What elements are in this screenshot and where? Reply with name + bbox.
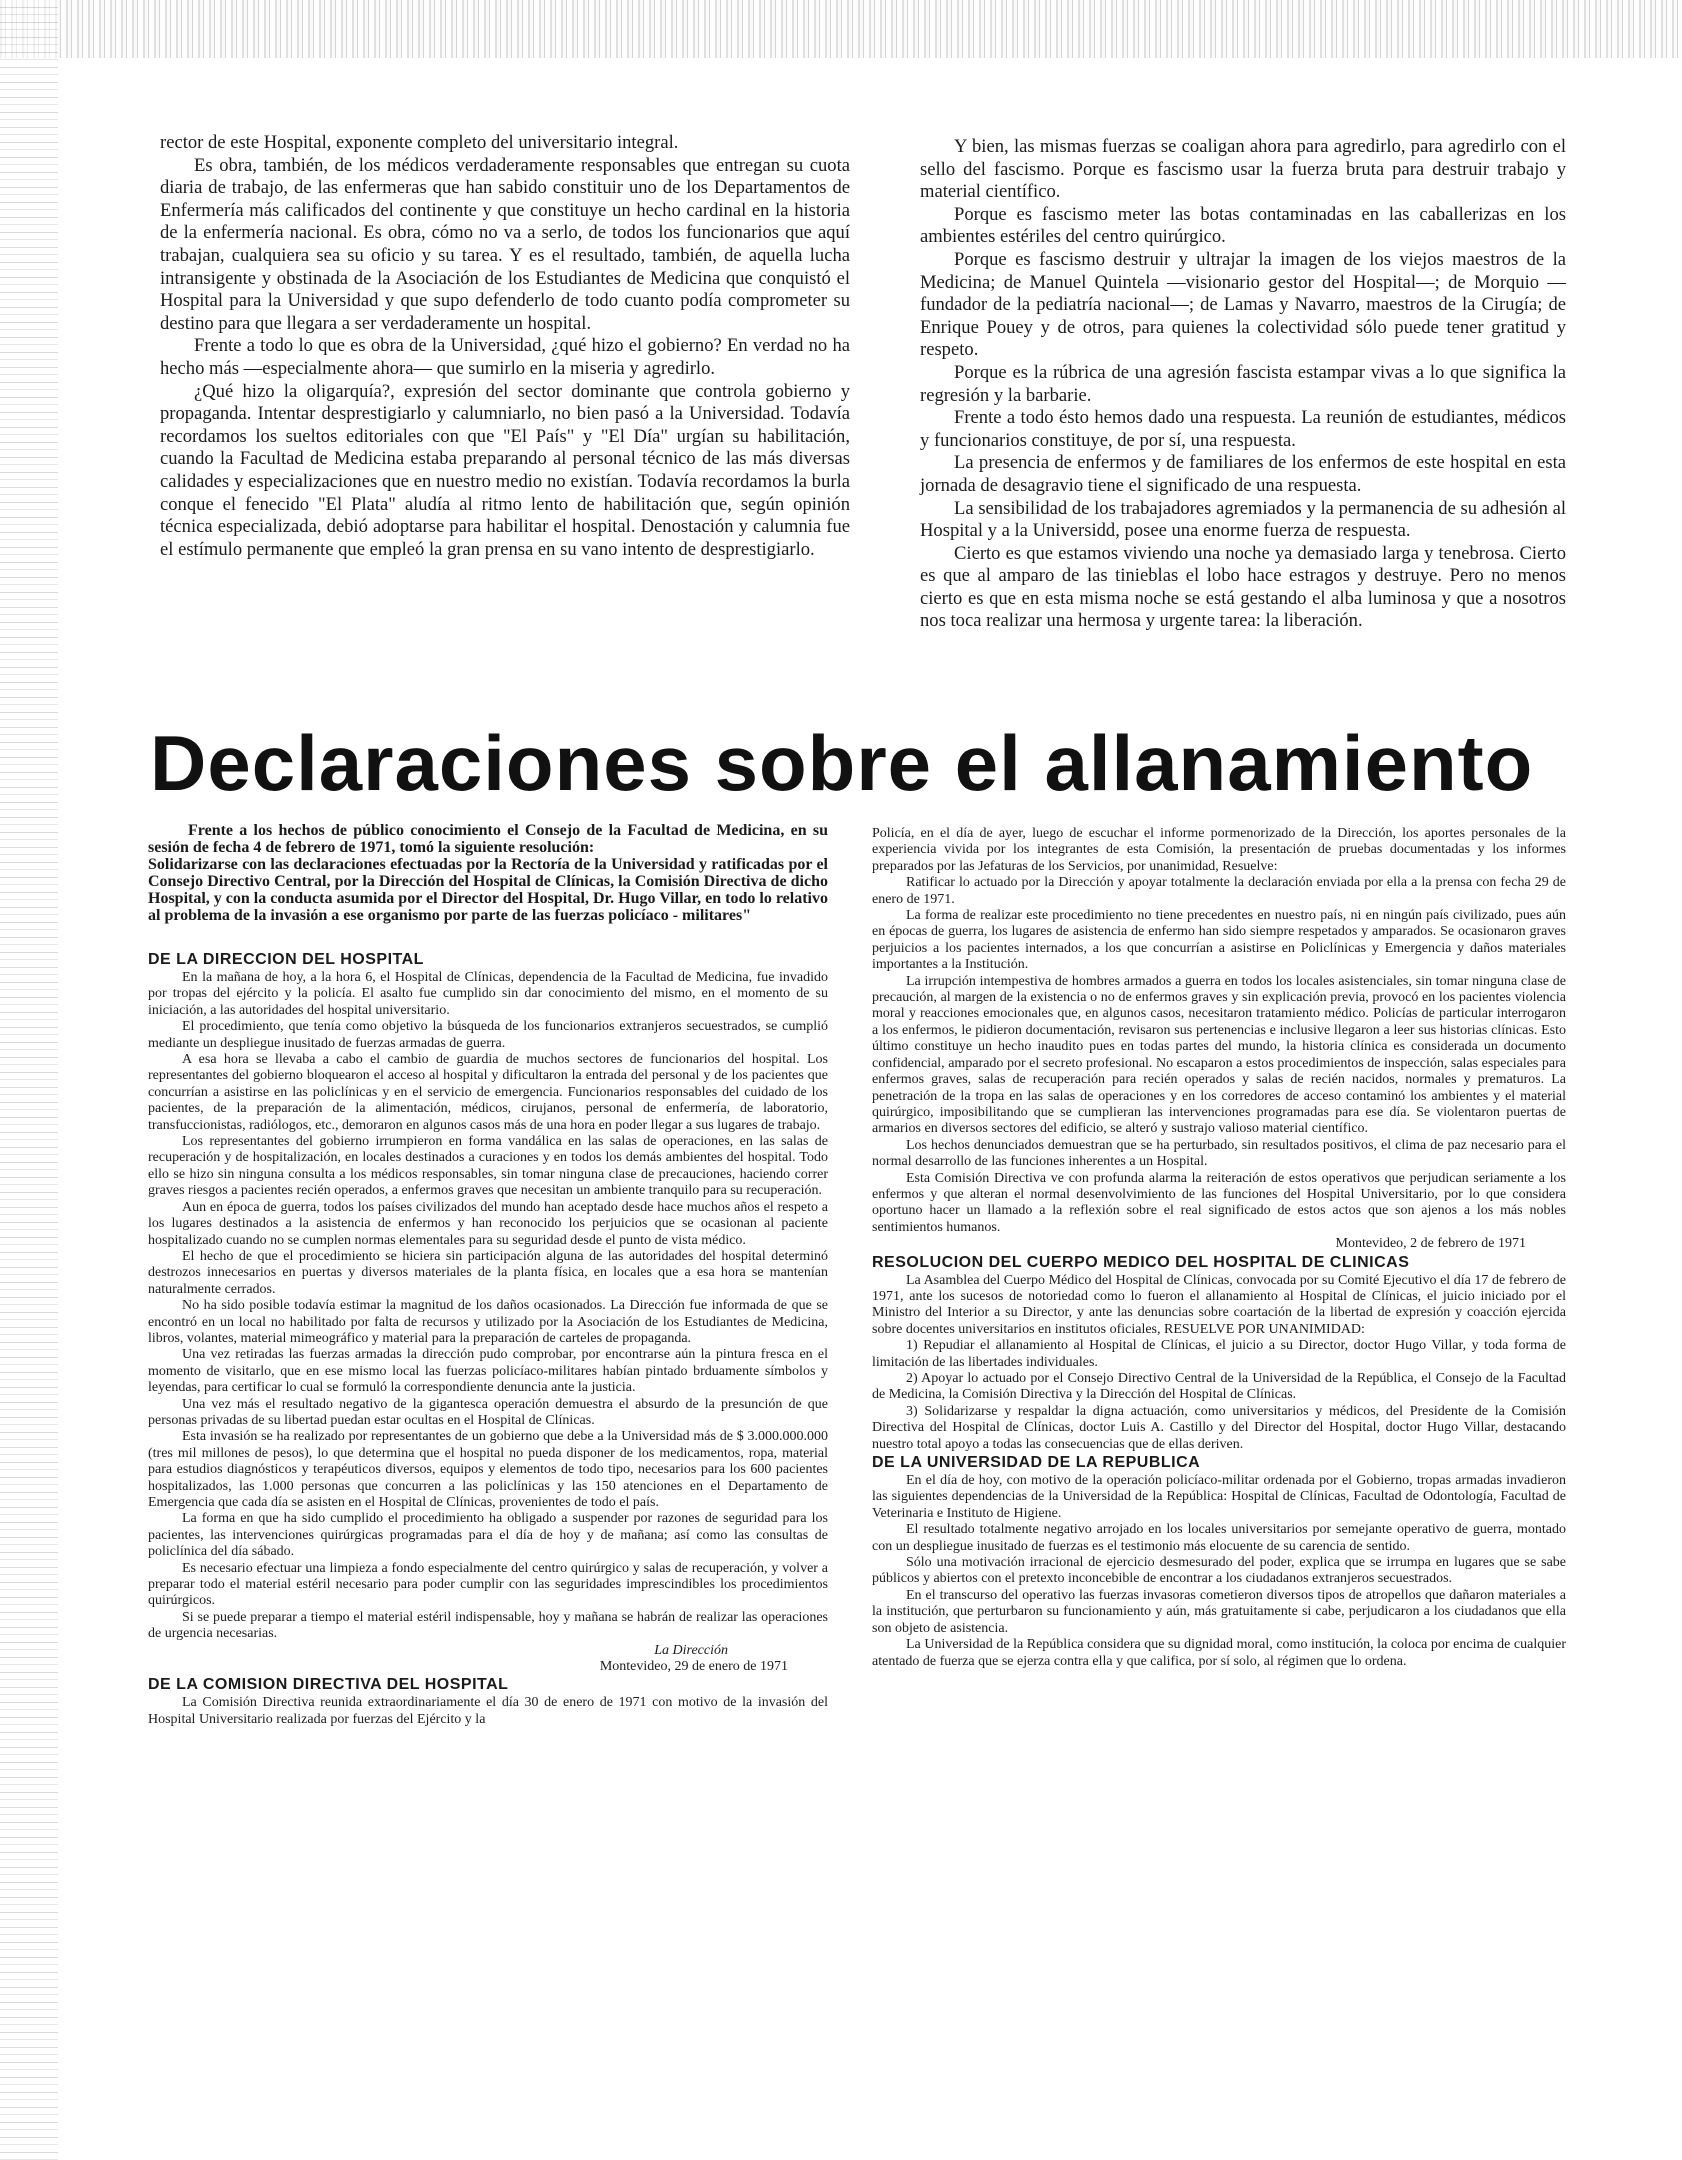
paragraph: Porque es fascismo destruir y ultrajar la imagen de los viejos maestros de la Medicina; de Manuel Quintela —visionario gestor del Hospital—; de Morquio —fundador de la pediatría nacional—; de Lamas y Navarro, maestros de la Cirugía; de Enrique Pouey y de otros, para quienes la colectividad sólo puede tener gratitud y respeto. (920, 248, 1566, 361)
paragraph: En la mañana de hoy, a la hora 6, el Hospital de Clínicas, dependencia de la Facultad de Medicina, fue invadido por tropas del ejército y la policía. El asalto fue cumplido sin dar conocimiento del mismo, en el momento de su iniciación, a las autoridades del hospital universitario. (148, 970, 828, 1018)
paragraph: Es obra, también, de los médicos verdaderamente responsables que entregan su cuota diaria de trabajo, de las enfermeras que han sabido constituir uno de los Departamentos de Enfermería más calificados del continente y que constituye un hecho cardinal en la historia de la enfermería nacional. Es obra, cómo no va a serlo, de todos los funcionarios que aquí trabajan, cualquiera sea su oficio y su tarea. Y es el resultado, también, de aquella lucha intransigente y obstinada de la Asociación de los Estudiantes de Medicina que conquistó el Hospital para la Universidad y que supo defenderlo de todo cuanto podía comprometer su destino para que llegara a ser verdaderamente un hospital. (160, 154, 850, 334)
paragraph: Policía, en el día de ayer, luego de escuchar el informe pormenorizado de la Dirección, los aportes personales de la experiencia vivida por los integrantes de esta Comisión, la presentación de pruebas documentadas y los informes preparados por las Jefaturas de los Servicios, por unanimidad, Resuelve: (872, 826, 1566, 874)
section-title-cuerpo-medico: RESOLUCION DEL CUERPO MEDICO DEL HOSPITAL DE CLINICAS (872, 1253, 1410, 1271)
lead-resolution (148, 822, 828, 924)
scan-noise-top (0, 0, 1682, 58)
paragraph: Y bien, las mismas fuerzas se coaligan ahora para agredirlo, para agredirlo con el sello del fascismo. Porque es fascismo usar la fuerza bruta para destruir trabajo y material científico. (920, 136, 1566, 203)
paragraph: Frente a todo ésto hemos dado una respuesta. La reunión de estudiantes, médicos y funcionarios constituye, de por sí, una respuesta. (920, 407, 1566, 451)
lower-right-column (872, 826, 1566, 1670)
paragraph: La Universidad de la República considera que su dignidad moral, como institución, la coloca por encima de cualquier atentado de fuerza que se ejerza contra ella y que califica, por sí solo, al régimen que lo ordena. (872, 1637, 1566, 1669)
section-title-universidad: DE LA UNIVERSIDAD DE LA REPUBLICA (872, 1454, 1201, 1472)
paragraph: La forma en que ha sido cumplido el procedimiento ha obligado a suspender por razones de seguridad para los pacientes, las intervenciones quirúrgicas programadas para el día de hoy y de mañana; así como las consultas de policlínica del día sábado. (148, 1511, 828, 1560)
headline: Declaraciones sobre el allanamiento (150, 719, 1534, 807)
paragraph: A esa hora se llevaba a cabo el cambio de guardia de muchos sectores de funcionarios del hospital. Los representantes del gobierno bloquearon el acceso al hospital y dificultaron la entrada del personal y de los pacientes que concurrían a asistirse en las policlínicas y en el servicio de emergencia. Funcionarios responsables del cuidado de los pacientes, de la preparación de la alimentación, médicos, cirujanos, personal de enfermería, de laboratorio, transfuccionistas, radiólogos, etc., demoraron en algunos casos más de una hora en poder llegar a sus lugares de trabajo. (148, 1052, 828, 1133)
paragraph: Frente a los hechos de público conocimiento el Consejo de la Facultad de Medicina, en su sesión de fecha 4 de febrero de 1971, tomó la siguiente resolución: (148, 822, 828, 856)
paragraph: Solidarizarse con las declaraciones efectuadas por la Rectoría de la Universidad y ratificadas por el Consejo Directivo Central, por la Dirección del Hospital de Clínicas, la Comisión Directiva de dicho Hospital, y con la conducta asumida por el Director del Hospital, Dr. Hugo Villar, en todo lo relativo al problema de la invasión a ese organismo por parte de las fuerzas policíaco - militares" (148, 856, 828, 924)
paragraph: Es necesario efectuar una limpieza a fondo especialmente del centro quirúrgico y salas de recuperación, y volver a preparar todo el material estéril necesario para poder cumplir con las seguridades imprescindibles los procedimientos quirúrgicos. (148, 1560, 828, 1609)
paragraph: En el transcurso del operativo las fuerzas invasoras cometieron diversos tipos de atropellos que dañaron materiales a la institución, que perturbaron su funcionamiento y aún, más gratuitamente si cabe, perjudicaron a los ciudadanos que ella son objeto de asistencia. (872, 1587, 1566, 1636)
paragraph: La Asamblea del Cuerpo Médico del Hospital de Clínicas, convocada por su Comité Ejecutivo el día 17 de febrero de 1971, ante los sucesos de notoriedad como lo fueron el allanamiento al Hospital de Clínicas, el juicio iniciado por el Ministro del Interior a su Director, y ante las denuncias sobre coartación de la libertad de expresión y coacción ejercida sobre docentes universitarios en institutos oficiales, RESUELVE POR UNANIMIDAD: (872, 1272, 1566, 1337)
paragraph: Porque es la rúbrica de una agresión fascista estampar vivas a lo que significa la regresión y la barbarie. (920, 361, 1566, 406)
paragraph: Cierto es que estamos viviendo una noche ya demasiado larga y tenebrosa. Cierto es que al amparo de las tinieblas el lobo hace estragos y destruye. Pero no menos cierto es que en esta misma noche se está gestando el alba luminosa y que a nosotros nos toca realizar una hermosa y urgente tarea: la liberación. (920, 542, 1566, 632)
paragraph: Frente a todo lo que es obra de la Universidad, ¿qué hizo el gobierno? En verdad no ha hecho más —especialmente ahora— que sumirlo en la miseria y agredirlo. (160, 335, 850, 379)
section-title-direccion: DE LA DIRECCION DEL HOSPITAL (148, 951, 424, 968)
paragraph: Esta invasión se ha realizado por representantes de un gobierno que debe a la Universidad más de $ 3.000.000.000 (tres mil millones de pesos), lo que determina que el hospital no pueda disponer de los medicamentos, ropa, material para estudios diagnósticos y terapéuticos diversos, equipos y elementos de todo tipo, necesarios para los 600 pacientes hospitalizados, las 1.000 personas que concurren a las policlínicas y las 150 atenciones en el Departamento de Emergencia que cada día se asisten en el Hospital de Clínicas, provenientes de todo el país. (148, 1429, 828, 1510)
paragraph: Ratificar lo actuado por la Dirección y apoyar totalmente la declaración enviada por ella a la prensa con fecha 29 de enero de 1971. (872, 875, 1566, 907)
paragraph: En el día de hoy, con motivo de la operación policíaco-militar ordenada por el Gobierno, tropas armadas invadieron las siguientes dependencias de la Universidad de la República: Hospital de Clínicas, Facultad de Odontología, Facultad de Veterinaria e Instituto de Higiene. (872, 1473, 1566, 1521)
paragraph: 2) Apoyar lo actuado por el Consejo Directivo Central de la Universidad de la República, el Consejo de la Facultad de Medicina, la Comisión Directiva y la Dirección del Hospital de Clínicas. (872, 1371, 1566, 1403)
paragraph: La forma de realizar este procedimiento no tiene precedentes en nuestro país, ni en ningún país civilizado, pues aún en épocas de guerra, los lugares de asistencia de enfermo han sido siempre respetados y amparados. Se ocasionaron graves perjuicios a los pacientes internados, a los que concurrían a asistirse en Policlínicas y Emergencia y daños materiales importantes a la Institución. (872, 908, 1566, 973)
paragraph: rector de este Hospital, exponente completo del universitario integral. (160, 132, 679, 153)
paragraph: Los hechos denunciados demuestran que se ha perturbado, sin resultados positivos, el clima de paz necesario para el normal desarrollo de las funciones inherentes a un Hospital. (872, 1137, 1566, 1170)
top-right-column (920, 136, 1566, 633)
paragraph: Si se puede preparar a tiempo el material estéril indispensable, hoy y mañana se habrán de realizar las operaciones de urgencia necesarias. (148, 1609, 828, 1642)
paragraph: El resultado totalmente negativo arrojado en los locales universitarios por semejante operativo de guerra, montado con un despliegue inusitado de fuerzas es el testimonio más elocuente de su carencia de sentido. (872, 1522, 1566, 1554)
paragraph: La Comisión Directiva reunida extraordinariamente el día 30 de enero de 1971 con motivo de la invasión del Hospital Universitario realizada por fuerzas del Ejército y la (148, 1695, 828, 1727)
signature: La Dirección (654, 1642, 728, 1658)
dateline: Montevideo, 29 de enero de 1971 (599, 1659, 788, 1675)
paragraph: ¿Qué hizo la oligarquía?, expresión del sector dominante que controla gobierno y propaganda. Intentar desprestigiarlo y calumniarlo, no bien pasó a la Universidad. Todavía recordamos los sueltos editoriales con que "El País" y "El Día" urgían su habilitación, cuando la Facultad de Medicina estaba preparando al personal técnico de las más diversas calidades y especializaciones que en nuestro medio no existían. Todavía recordamos la burla conque el fenecido "El Plata" aludía al ritmo lento de habilitación que, según opinión técnica especializada, debió adoptarse para habilitar el hospital. Denostación y calumnia fue el estímulo permanente que empleó la gran prensa en su vano intento de desprestigiarlo. (160, 380, 850, 560)
paragraph: Esta Comisión Directiva ve con profunda alarma la reiteración de estos operativos que perjudican seriamente a los enfermos y que alteran el normal desenvolvimiento de las funciones del Hospital Universitario, por lo que considera oportuno hacer un llamado a la reflexión sobre el real significado de estos actos que son ajenos a los más nobles sentimientos humanos. (872, 1170, 1566, 1235)
scan-noise-left (0, 0, 58, 2160)
lower-left-column (148, 822, 828, 1728)
section-title-comision: DE LA COMISION DIRECTIVA DEL HOSPITAL (148, 1676, 509, 1694)
top-left-column (160, 132, 850, 561)
paragraph: Los representantes del gobierno irrumpieron en forma vandálica en las salas de operaciones, en las salas de recuperación y de hospitalización, en locales destinados a curaciones y en todos los demás ambientes del hospital. Todo ello se hizo sin ninguna consulta a los médicos responsables, sin tomar ninguna clase de precauciones, haciendo correr graves riesgos a pacientes recién operados, a enfermos graves que necesitan un ambiente tranquilo para su recuperación. (148, 1134, 828, 1199)
paragraph: La sensibilidad de los trabajadores agremiados y la permanencia de su adhesión al Hospital y a la Universidd, posee una enorme fuerza de respuesta. (920, 497, 1566, 542)
paragraph: Aun en época de guerra, todos los países civilizados del mundo han aceptado desde hace muchos años el respeto a los lugares destinados a la asistencia de enfermos y han reconocido los perjuicios que se ocasionan al paciente hospitalizado cuando no se cumplen normas elementales para su seguridad desde el punto de vista médico. (148, 1199, 828, 1248)
paragraph: No ha sido posible todavía estimar la magnitud de los daños ocasionados. La Dirección fue informada de que se encontró en un local no habilitado por falta de recursos y utilizado por la Asociación de los Estudiantes de Medicina, libros, volantes, material mimeográfico y material para la preparación de carteles de propaganda. (148, 1298, 828, 1346)
paragraph: La presencia de enfermos y de familiares de los enfermos de este hospital en esta jornada de desagravio tiene el significado de una respuesta. (920, 452, 1566, 496)
paragraph: 1) Repudiar el allanamiento al Hospital de Clínicas, el juicio a su Director, doctor Hugo Villar, y toda forma de limitación de las libertades individuales. (872, 1338, 1566, 1370)
paragraph: El procedimiento, que tenía como objetivo la búsqueda de los funcionarios extranjeros secuestrados, se cumplió mediante un despliegue inusitado de fuerzas armadas de guerra. (148, 1019, 828, 1051)
paragraph: La irrupción intempestiva de hombres armados a guerra en todos los locales asistenciales, sin tomar ninguna clase de precaución, al margen de la existencia o no de enfermos graves y sin explicación previa, provocó en los pacientes violencia moral y reacciones emocionales que, en algunos casos, necesitaron tratamiento médico. Policías de particular interrogaron a los enfermos, le pidieron documentación, revisaron sus pertenencias e inclusive llegaron a leer sus historias clínicas. Esto último constituye un hecho inaudito pues en todas partes del mundo, la historia clínica es considerada un documento confidencial, amparado por el secreto profesional. No escaparon a estos procedimientos de inspección, salas especiales para enfermos graves, salas de recuperación para recién operados y salas de recién nacidos, normales y prematuros. La penetración de la tropa en las salas de operaciones y en los corredores de acceso contaminó los ambientes y el material quirúrgico, imposibilitando que se cumplieran las intervenciones programadas para ese día. Se violentaron puertas de armarios en diversos sectores del edificio, se alteró y sustrajo valioso material científico. (872, 973, 1566, 1137)
paragraph: Porque es fascismo meter las botas contaminadas en las caballerizas en los ambientes estériles del centro quirúrgico. (920, 203, 1566, 248)
paragraph: Una vez retiradas las fuerzas armadas la dirección pudo comprobar, por encontrarse aún la pintura fresca en el momento de visitarlo, que en ese mismo local las fuerzas policíaco-militares habían pintado brduamente símbolos y leyendas, para certificar lo cual se formuló la correspondiente denuncia ante la justicia. (148, 1347, 828, 1396)
paragraph: El hecho de que el procedimiento se hiciera sin participación alguna de las autoridades del hospital determinó destrozos innecesarios en puertas y diversos materiales de la planta física, en locales que a esa hora se mantenían naturalmente cerrados. (148, 1248, 828, 1297)
paragraph: 3) Solidarizarse y respaldar la digna actuación, como universitarios y médicos, del Presidente de la Comisión Directiva del Hospital de Clínicas, doctor Luis A. Castillo y del Director del Hospital, doctor Hugo Villar, destacando nuestro total apoyo a todas las consecuencias que de ellas deriven. (872, 1403, 1566, 1452)
paragraph: Una vez más el resultado negativo de la gigantesca operación demuestra el absurdo de la presunción de que personas privadas de su libertad puedan estar ocultas en el Hospital de Clínicas. (148, 1396, 828, 1428)
dateline: Montevideo, 2 de febrero de 1971 (1335, 1236, 1526, 1252)
paragraph: Sólo una motivación irracional de ejercicio desmesurado del poder, explica que se irrumpa en lugares que se sabe públicos y abiertos con el pretexto inconcebible de encontrar a los ciudadanos extranjeros secuestrados. (872, 1555, 1566, 1587)
